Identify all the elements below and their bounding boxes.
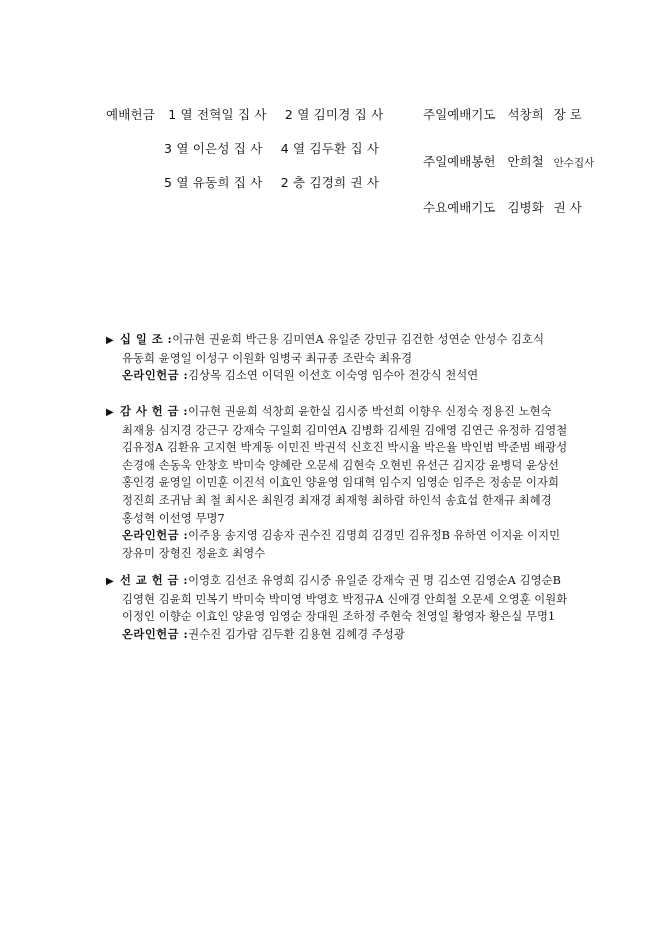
section-line [106,474,576,492]
donor-names: 손경애 손동욱 안창호 박미숙 양혜란 오문세 김현숙 오현빈 유선근 김지강 윤병덕 윤상선 [122,458,560,472]
donor-names: 유동희 윤영일 이성구 이원화 임병국 최규종 조란숙 최유경 [122,351,413,365]
donor-names: 정진희 조귀남 최 철 최시온 최원경 최재경 최재형 최하람 하인석 송효섭 한재규 최혜경 [122,493,552,507]
donor-names: 이규현 권윤희 석창희 윤한실 김시중 박선희 이향우 신정숙 정용진 노현숙 [188,405,552,418]
online-heading: 온라인헌금 : [122,626,189,641]
tithe-section [106,331,576,385]
prayer-role: 주일예배봉헌 [423,154,496,169]
prayer-name: 석창희 [507,107,544,122]
donor-names: 이주용 송지영 김송자 권수진 김명희 김경민 김유정B 유하연 이지윤 이지민 [188,529,561,543]
section-heading: 감 사 헌 금 : [120,404,189,418]
duty-item: 2 층 김경희 권 사 [280,175,380,190]
section-line [106,422,576,440]
section-line [106,403,576,422]
prayer-row-wednesday-prayer [423,198,582,216]
duty-row-1 [106,105,397,123]
thanksgiving-section [106,403,576,562]
donor-names: 이영호 김선조 유영희 김시중 유일준 강재숙 권 명 김소연 김영순A 김영순B [188,574,562,587]
online-heading: 온라인헌금 : [122,368,189,383]
duty-item: 1 열 전혁일 집 사 [168,107,267,122]
online-line [106,367,576,385]
section-line [106,457,576,475]
duty-row-3 [164,173,393,191]
online-line [106,626,576,644]
donor-names: 홍인경 윤영일 이민훈 이진석 이효인 양윤영 임대혁 임수지 임영순 임주은 정송문 이자희 [122,476,560,490]
prayer-title: 권 사 [553,200,582,215]
duty-item: 5 열 유동희 집 사 [164,175,263,190]
duty-label: 예배헌금 [106,107,156,122]
section-line [106,510,576,528]
donor-names: 최재용 심지경 강근구 강재숙 구일회 김미연A 김병화 김세원 김애영 김연근 유정하 김영철 [122,423,568,437]
donor-names: 홍성혁 이선영 무명7 [122,511,225,525]
prayer-title: 안수집사 [553,157,595,169]
section-line [106,608,576,626]
section-line [106,350,576,368]
duty-row-2 [164,139,393,157]
donor-names: 장유미 장형진 정윤호 최영수 [122,546,266,560]
donor-names: 김영현 김윤희 민복기 박미숙 박미영 박영호 박정규A 신애경 안희철 오문세 오영훈 이원화 [122,592,568,606]
triangle-marker-icon: ▶ [106,407,114,418]
prayer-role: 수요예배기도 [423,200,496,215]
triangle-marker-icon: ▶ [106,335,114,346]
duty-item: 2 열 김미경 집 사 [284,107,384,122]
duty-item: 3 열 이은성 집 사 [164,141,263,156]
section-line [106,439,576,457]
section-heading: 십 일 조 : [120,332,173,346]
triangle-marker-icon: ▶ [106,576,114,587]
section-line [106,492,576,510]
donor-names: 권수진 김가람 김두환 김용현 김혜경 주성광 [188,627,405,641]
prayer-name: 안희철 [507,154,544,169]
online-line [106,527,576,545]
section-line [106,331,576,350]
donor-names: 이규현 권윤희 박근용 김미연A 유일준 강민규 김건한 성연순 안성수 김호식 [172,333,545,346]
prayer-row-sunday-offering [423,152,594,170]
section-line [106,572,576,591]
section-line [106,591,576,609]
prayer-title: 장 로 [553,107,582,122]
prayer-row-sunday-prayer [423,105,582,123]
section-line [106,545,576,563]
donor-names: 김상목 김소연 이덕원 이선호 이숙영 임수아 전강식 천석연 [188,369,479,383]
prayer-name: 김병화 [507,200,544,215]
duty-item: 4 열 김두환 집 사 [280,141,380,156]
donor-names: 김유정A 김환유 고지현 박계동 이민진 박권석 신호진 박시율 박은율 박인범 박준범 배광성 [122,441,568,455]
missions-section [106,572,576,643]
section-heading: 선 교 헌 금 : [120,573,189,587]
online-heading: 온라인헌금 : [122,528,189,543]
donor-names: 이정인 이향순 이효인 양윤영 임영순 장대원 조하정 주현숙 천영일 황영자 황은실 무명1 [122,610,556,624]
prayer-role: 주일예배기도 [423,107,496,122]
